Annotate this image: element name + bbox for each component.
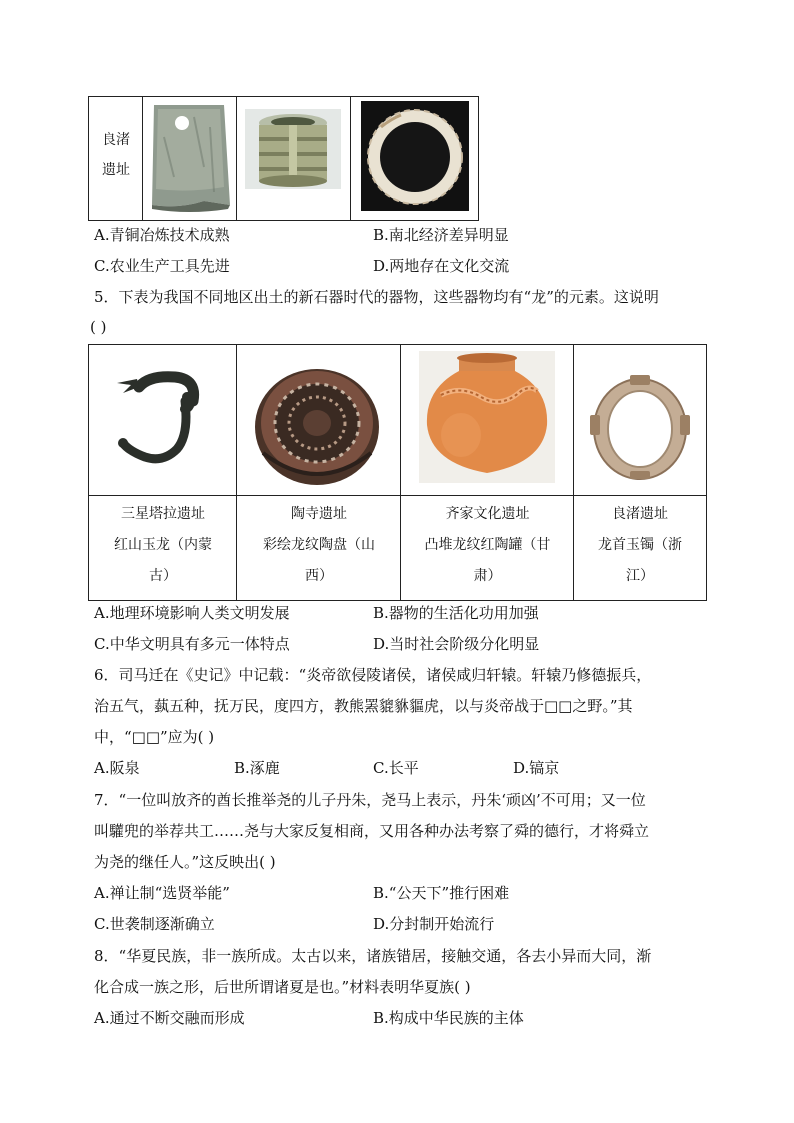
- q6-stem-line1: 6．司马迁在《史记》中记载：“炎帝欲侵陵诸侯，诸侯咸归轩辕。轩辕乃修德振兵，: [94, 666, 652, 684]
- q4-option-d[interactable]: D.两地存在文化交流: [373, 257, 510, 275]
- q6-option-d[interactable]: D.镐京: [513, 759, 560, 777]
- q4-option-b[interactable]: B.南北经济差异明显: [373, 226, 509, 244]
- q8-stem-line2: 化合成一族之形，后世所谓诸夏是也。”材料表明华夏族( ): [94, 978, 471, 996]
- dragon-relief-pot-image: [401, 345, 572, 495]
- dragon-artifact-table: [88, 344, 707, 601]
- site-cell: [89, 97, 143, 220]
- image-cell-jade-axe: [143, 97, 237, 220]
- qijia-artifact: 凸堆龙纹红陶罐（甘: [424, 537, 551, 553]
- hongshan-artifact-cont: 古）: [149, 568, 177, 584]
- dragon-column-hongshan: [89, 345, 237, 600]
- taosi-artifact-cont: 西）: [305, 568, 333, 584]
- q7-stem-line2: 叫驩兜的举荐共工……尧与大家反复相商，又用各种办法考察了舜的德行，才将舜立: [94, 822, 650, 840]
- q6-option-c[interactable]: C.长平: [373, 759, 419, 777]
- q5-stem-line2: ( ): [90, 318, 107, 336]
- hongshan-artifact: 红山玉龙（内蒙: [114, 537, 212, 553]
- q5-option-a[interactable]: A.地理环境影响人类文明发展: [94, 604, 290, 622]
- taosi-site: 陶寺遗址: [291, 506, 347, 522]
- artifact-table-liangzhu: [88, 96, 479, 221]
- q6-stem-line2: 治五气，蓺五种，抚万民，度四方，教熊罴貔貅貙虎，以与炎帝战于□□之野。”其: [94, 697, 633, 715]
- dragon-head-bracelet-image: [574, 345, 706, 495]
- taosi-artifact: 彩绘龙纹陶盘（山: [263, 537, 375, 553]
- q7-option-a[interactable]: A.禅让制“选贤举能”: [94, 884, 230, 902]
- image-cell-jade-bracelet: [351, 97, 478, 220]
- liangzhu-artifact-cont: 江）: [626, 568, 654, 584]
- q7-option-c[interactable]: C.世袭制逐渐确立: [94, 915, 215, 933]
- q6-stem-line3: 中，“□□”应为( ): [94, 728, 215, 746]
- q5-option-d[interactable]: D.当时社会阶级分化明显: [373, 635, 540, 653]
- qijia-artifact-cont: 肃）: [473, 568, 502, 584]
- dragon-column-liangzhu: [574, 345, 706, 600]
- jade-dragon-image: [89, 345, 235, 495]
- q6-option-b[interactable]: B.涿鹿: [234, 759, 280, 777]
- q8-option-b[interactable]: B.构成中华民族的主体: [373, 1009, 524, 1027]
- q5-stem-line1: 5．下表为我国不同地区出土的新石器时代的器物，这些器物均有“龙”的元素。这说明: [94, 288, 659, 306]
- jade-cong-image: [237, 97, 349, 220]
- q7-option-d[interactable]: D.分封制开始流行: [373, 915, 495, 933]
- q6-option-a[interactable]: A.阪泉: [94, 759, 140, 777]
- jade-axe-image: [144, 97, 236, 220]
- image-cell-jade-cong: [237, 97, 351, 220]
- q7-stem-line3: 为尧的继任人。”这反映出( ): [94, 853, 276, 871]
- q4-option-a[interactable]: A.青铜冶炼技术成熟: [94, 226, 230, 244]
- q8-option-a[interactable]: A.通过不断交融而形成: [94, 1009, 245, 1027]
- site-label-line2: 遗址: [102, 162, 130, 178]
- jade-bracelet-image: [351, 97, 478, 220]
- q7-option-b[interactable]: B.“公天下”推行困难: [373, 884, 510, 902]
- site-label-line1: 良渚: [102, 132, 130, 148]
- liangzhu-artifact: 龙首玉镯（浙: [598, 537, 682, 553]
- qijia-site: 齐家文化遗址: [445, 506, 530, 522]
- q5-option-b[interactable]: B.器物的生活化功用加强: [373, 604, 539, 622]
- dragon-column-taosi: [237, 345, 401, 600]
- liangzhu-site: 良渚遗址: [612, 506, 668, 522]
- q7-stem-line1: 7．“一位叫放齐的酋长推举尧的儿子丹朱，尧马上表示，丹朱‘顽凶’不可用；又一位: [94, 791, 646, 809]
- q5-option-c[interactable]: C.中华文明具有多元一体特点: [94, 635, 290, 653]
- dragon-column-qijia: [401, 345, 574, 600]
- painted-dragon-plate-image: [237, 345, 399, 495]
- q4-option-c[interactable]: C.农业生产工具先进: [94, 257, 230, 275]
- q8-stem-line1: 8．“华夏民族，非一族所成。太古以来，诸族错居，接触交通，各去小异而大同，渐: [94, 947, 652, 965]
- hongshan-site: 三星塔拉遗址: [121, 506, 205, 522]
